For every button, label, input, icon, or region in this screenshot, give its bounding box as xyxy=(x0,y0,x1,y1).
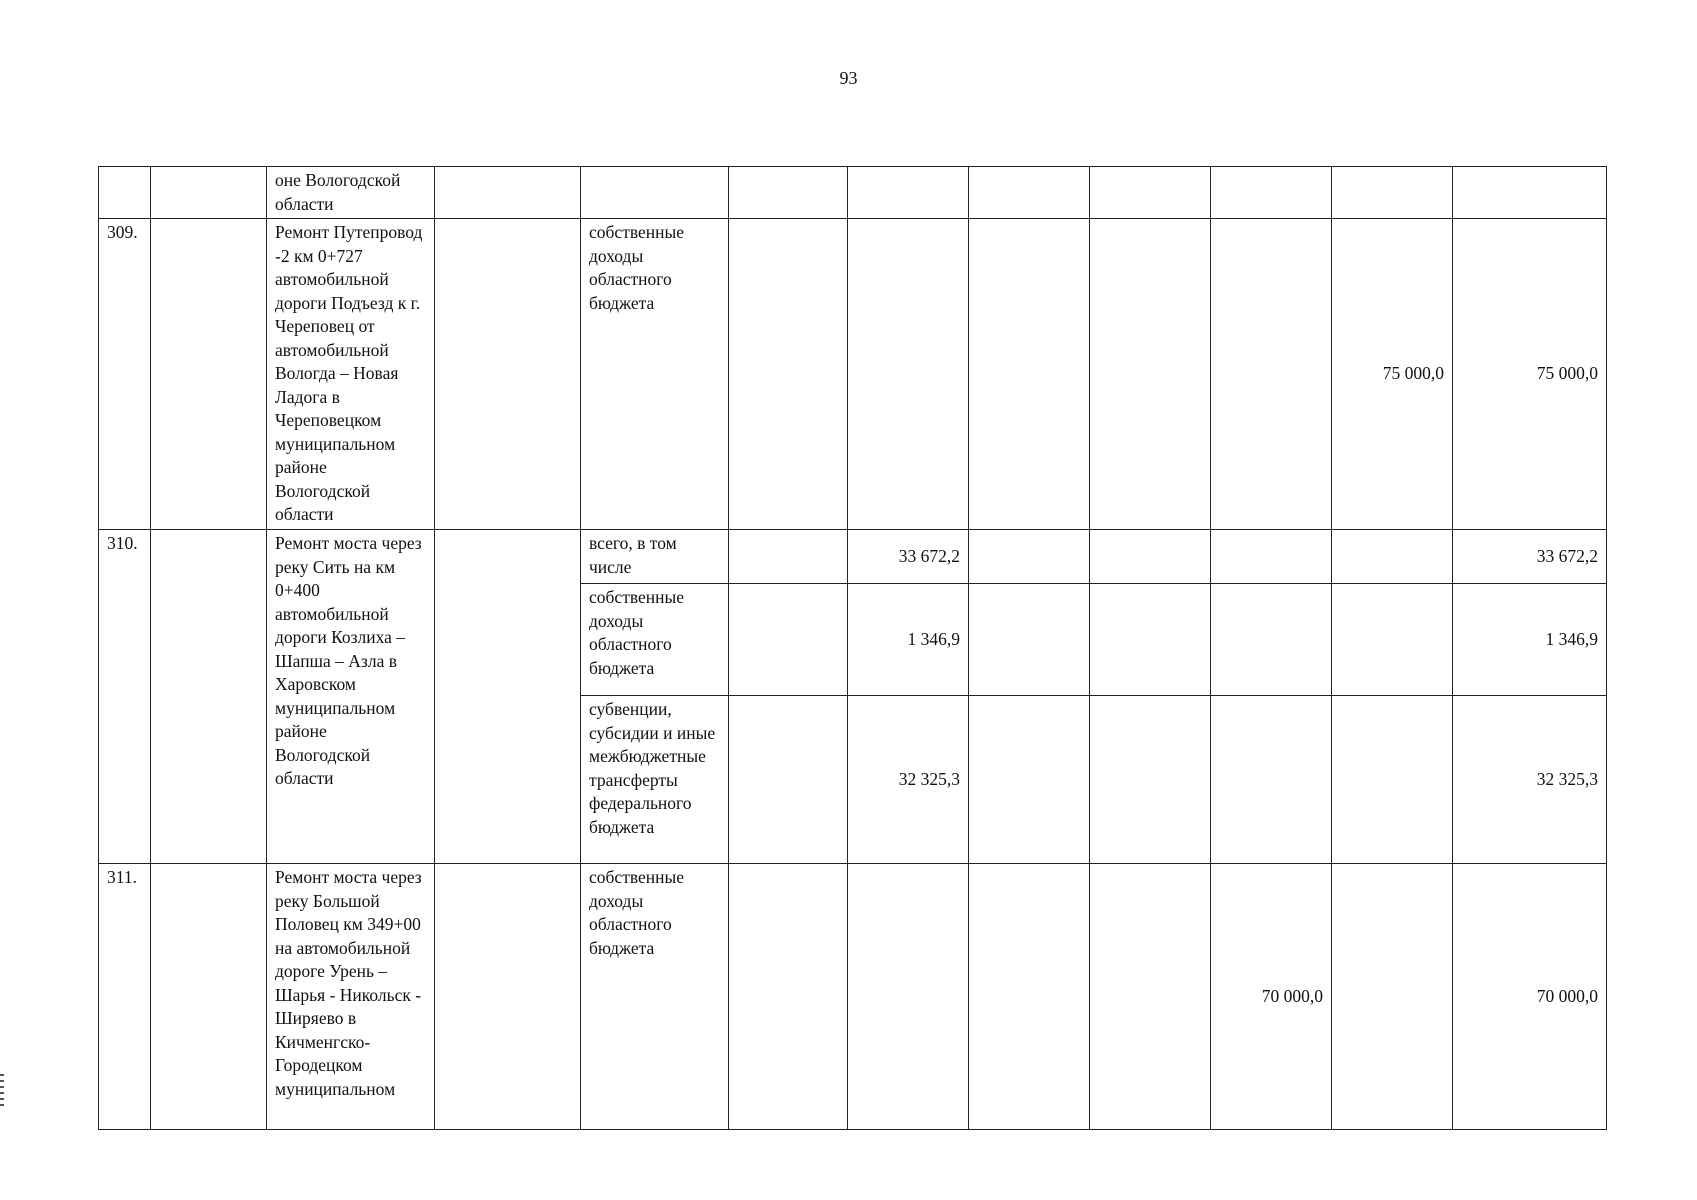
amount-total: 70 000,0 xyxy=(1453,864,1607,1130)
cell-col10 xyxy=(1211,584,1332,696)
cell-index xyxy=(99,167,151,219)
cell-col12 xyxy=(1453,167,1607,219)
cell-col8 xyxy=(969,696,1090,864)
row-index: 309. xyxy=(99,219,151,530)
object-name: Ремонт Путепровод -2 км 0+727 автомобильной дороги Подъезд к г. Череповец от автомобильной Вологда – Новая Ладога в Череповецком муниципальном районе Вологодской области xyxy=(267,219,435,530)
cell-code xyxy=(151,530,267,864)
amount-total: 33 672,2 xyxy=(1453,530,1607,584)
funding-source: собственные доходы областного бюджета xyxy=(581,219,729,530)
amount-total: 32 325,3 xyxy=(1453,696,1607,864)
amount-col7: 1 346,9 xyxy=(848,584,969,696)
cell-col8 xyxy=(969,167,1090,219)
cell-col4 xyxy=(435,530,581,864)
object-name: Ремонт моста через реку Большой Половец км 349+00 на автомобильной дороге Урень – Шарья - Никольск - Ширяево в Кичменгско-Городецком муниципальном xyxy=(267,864,435,1130)
row-index: 311. xyxy=(99,864,151,1130)
budget-table xyxy=(98,166,1607,1130)
amount-col10: 70 000,0 xyxy=(1211,864,1332,1130)
page-number: 93 xyxy=(839,68,858,88)
funding-source: собственные доходы областного бюджета xyxy=(581,864,729,1130)
cell-code xyxy=(151,167,267,219)
cell-col10 xyxy=(1211,167,1332,219)
cell-col9 xyxy=(1090,167,1211,219)
cell-col8 xyxy=(969,530,1090,584)
amount-total: 75 000,0 xyxy=(1453,219,1607,530)
cell-col8 xyxy=(969,219,1090,530)
amount-col7: 33 672,2 xyxy=(848,530,969,584)
cell-col11 xyxy=(1332,530,1453,584)
cell-col10 xyxy=(1211,530,1332,584)
amount-col7: 32 325,3 xyxy=(848,696,969,864)
cell-code xyxy=(151,219,267,530)
cell-col6 xyxy=(729,696,848,864)
funding-source: всего, в том числе xyxy=(581,530,729,584)
table-row-continuation xyxy=(99,167,1607,219)
cell-col9 xyxy=(1090,530,1211,584)
cell-source xyxy=(581,167,729,219)
cell-col11 xyxy=(1332,864,1453,1130)
funding-source: субвенции, субсидии и иные межбюджетные трансферты федерального бюджета xyxy=(581,696,729,864)
cell-col11 xyxy=(1332,167,1453,219)
cell-code xyxy=(151,864,267,1130)
scan-margin-marks xyxy=(0,1074,4,1108)
cell-col8 xyxy=(969,864,1090,1130)
row-index: 310. xyxy=(99,530,151,864)
funding-source: собственные доходы областного бюджета xyxy=(581,584,729,696)
cell-col4 xyxy=(435,167,581,219)
cell-col11 xyxy=(1332,584,1453,696)
amount-col11: 75 000,0 xyxy=(1332,219,1453,530)
table-row-309 xyxy=(99,219,1607,530)
cell-col8 xyxy=(969,584,1090,696)
table-row-311 xyxy=(99,864,1607,1130)
amount-total: 1 346,9 xyxy=(1453,584,1607,696)
cell-col10 xyxy=(1211,696,1332,864)
cell-col6 xyxy=(729,584,848,696)
cell-col4 xyxy=(435,219,581,530)
cell-col9 xyxy=(1090,696,1211,864)
cell-object-name: оне Вологодской области xyxy=(267,167,435,219)
cell-col9 xyxy=(1090,584,1211,696)
cell-col10 xyxy=(1211,219,1332,530)
cell-col11 xyxy=(1332,696,1453,864)
object-name: Ремонт моста через реку Сить на км 0+400 автомобильной дороги Козлиха – Шапша – Азла в Харовском муниципальном районе Вологодской области xyxy=(267,530,435,864)
cell-col7 xyxy=(848,219,969,530)
cell-col9 xyxy=(1090,864,1211,1130)
table-row-310 xyxy=(99,530,1607,584)
cell-col7 xyxy=(848,864,969,1130)
cell-col4 xyxy=(435,864,581,1130)
cell-col9 xyxy=(1090,219,1211,530)
cell-col6 xyxy=(729,530,848,584)
cell-col6 xyxy=(729,219,848,530)
cell-col6 xyxy=(729,167,848,219)
cell-col7 xyxy=(848,167,969,219)
cell-col6 xyxy=(729,864,848,1130)
